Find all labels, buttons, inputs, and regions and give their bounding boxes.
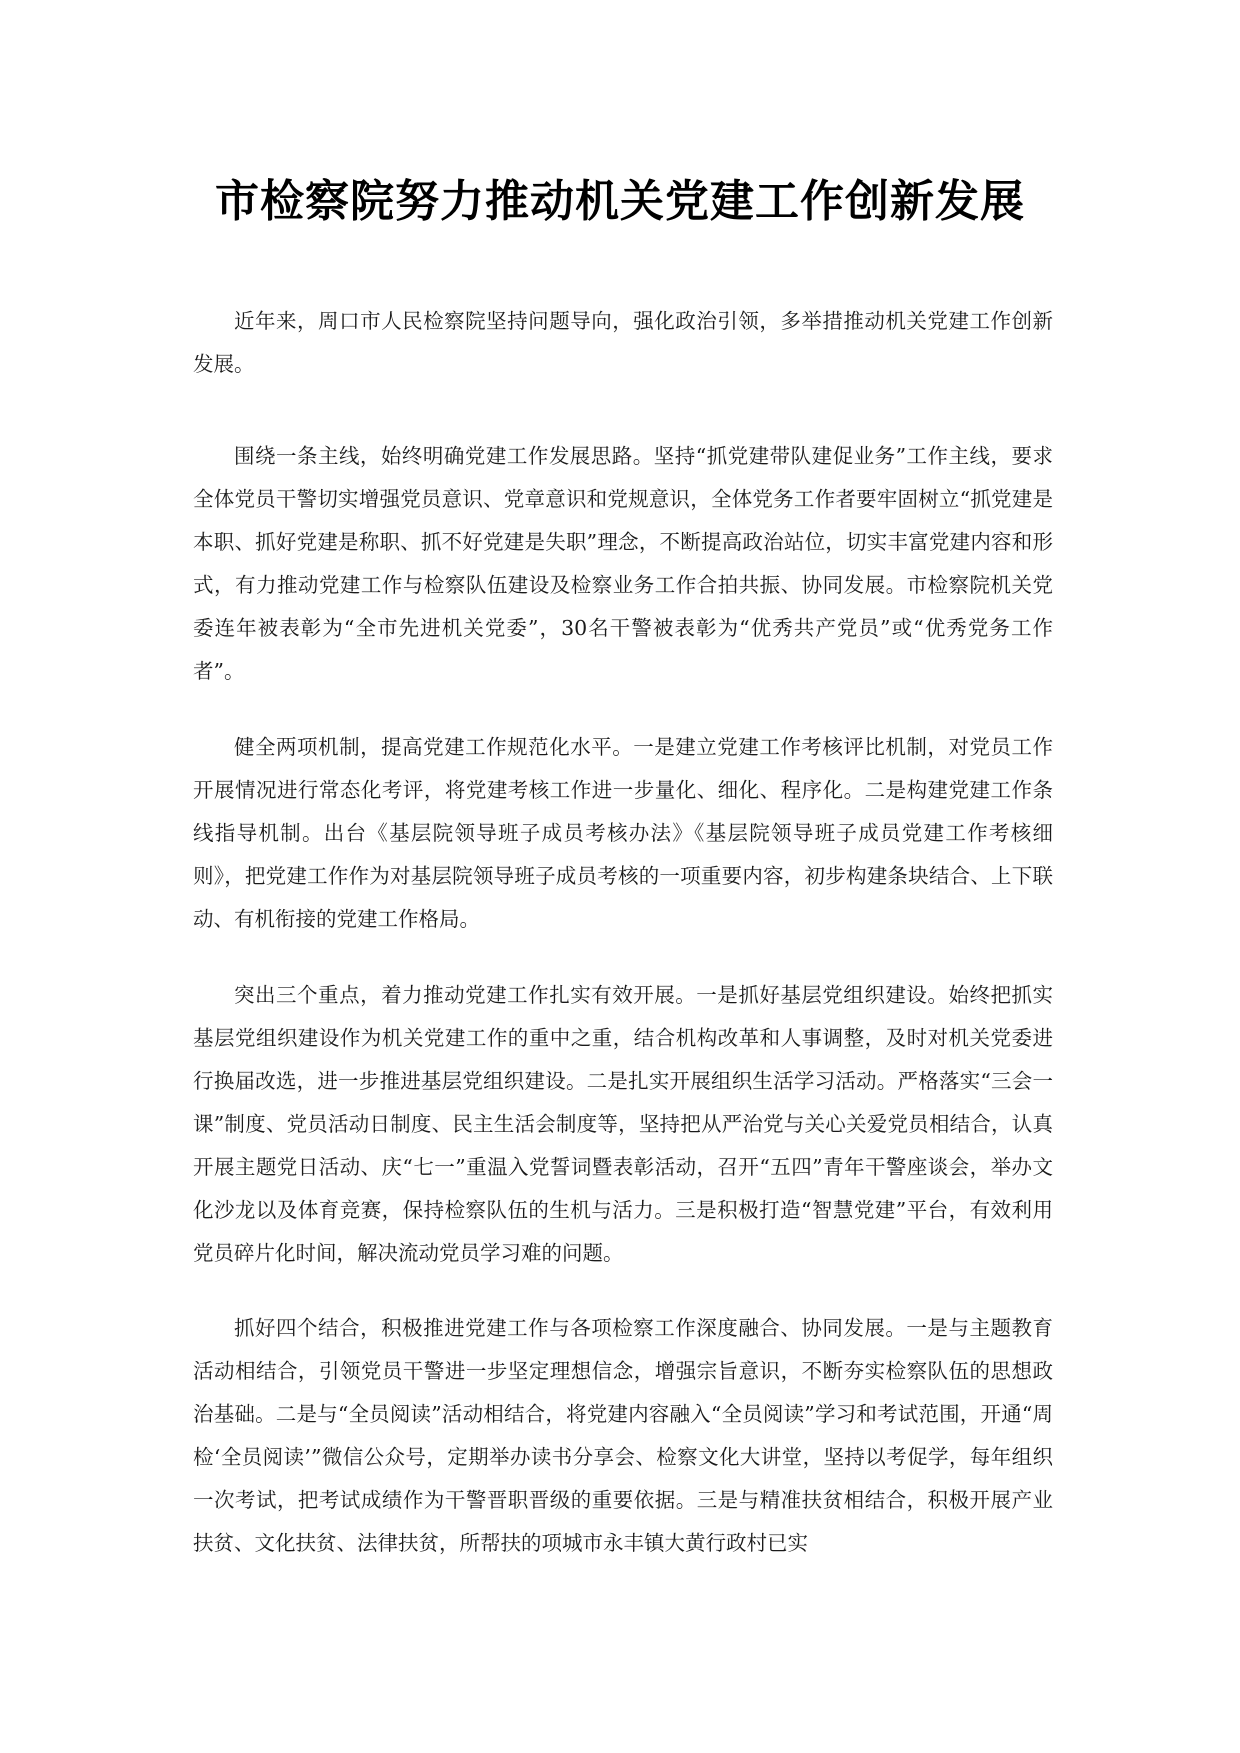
paragraph-four-combinations: 抓好四个结合，积极推进党建工作与各项检察工作深度融合、协同发展。一是与主题教育活动相结合，引领党员干警进一步坚定理想信念，增强宗旨意识，不断夯实检察队伍的思想政治基础。二是与“全员阅读”活动相结合，将党建内容融入“全员阅读”学习和考试范围，开通“周检‘全员阅读’”微信公众号，定期举办读书分享会、检察文化大讲堂，坚持以考促学，每年组织一次考试，把考试成绩作为干警晋职晋级的重要依据。三是与精准扶贫相结合，积极开展产业扶贫、文化扶贫、法律扶贫，所帮扶的项城市永丰镇大黄行政村已实 (193, 1316, 1053, 1555)
document-title: 市检察院努力推动机关党建工作创新发展 (215, 176, 1025, 227)
paragraph-three-focuses: 突出三个重点，着力推动党建工作扎实有效开展。一是抓好基层党组织建设。始终把抓实基层党组织建设作为机关党建工作的重中之重，结合机构改革和人事调整，及时对机关党委进行换届改选，进一步推进基层党组织建设。二是扎实开展组织生活学习活动。严格落实“三会一课”制度、党员活动日制度、民主生活会制度等，坚持把从严治党与关心关爱党员相结合，认真开展主题党日活动、庆“七一”重温入党誓词暨表彰活动，召开“五四”青年干警座谈会，举办文化沙龙以及体育竞赛，保持检察队伍的生机与活力。三是积极打造“智慧党建”平台，有效利用党员碎片化时间，解决流动党员学习难的问题。 (193, 983, 1053, 1265)
paragraph-main-line: 围绕一条主线，始终明确党建工作发展思路。坚持“抓党建带队建促业务”工作主线，要求全体党员干警切实增强党员意识、党章意识和党规意识，全体党务工作者要牢固树立“抓党建是本职、抓好党建是称职、抓不好党建是失职”理念，不断提高政治站位，切实丰富党建内容和形式，有力推动党建工作与检察队伍建设及检察业务工作合拍共振、协同发展。市检察院机关党委连年被表彰为“全市先进机关党委”，30名干警被表彰为“优秀共产党员”或“优秀党务工作者”。 (193, 444, 1053, 683)
paragraph-two-mechanisms: 健全两项机制，提高党建工作规范化水平。一是建立党建工作考核评比机制，对党员工作开展情况进行常态化考评，将党建考核工作进一步量化、细化、程序化。二是构建党建工作条线指导机制。出台《基层院领导班子成员考核办法》《基层院领导班子成员党建工作考核细则》，把党建工作作为对基层院领导班子成员考核的一项重要内容，初步构建条块结合、上下联动、有机衔接的党建工作格局。 (193, 735, 1053, 931)
paragraph-intro: 近年来，周口市人民检察院坚持问题导向，强化政治引领，多举措推动机关党建工作创新发展。 (193, 309, 1053, 376)
